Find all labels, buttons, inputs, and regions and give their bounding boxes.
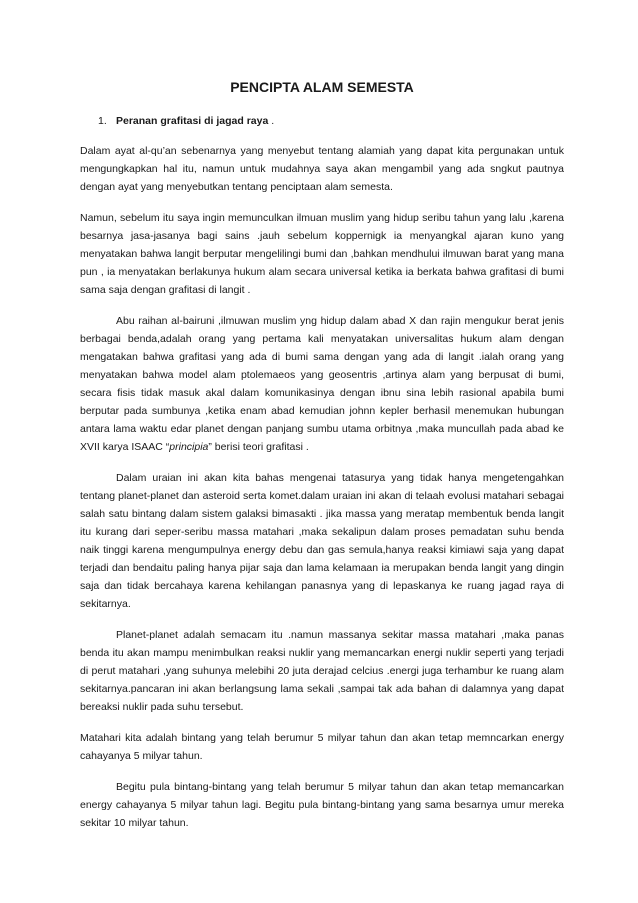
paragraph-1: Dalam ayat al-qu’an sebenarnya yang menyebut tentang alamiah yang dapat kita pergunakan untuk mengungkapkan hal itu, namun untuk mudahnya saya akan mengambil yang ada sngkut pautnya dengan ayat yang menyebutkan tentang penciptaan alam semesta. (80, 145, 564, 193)
section-heading-trailing: . (268, 115, 275, 127)
paragraph-3-main: Abu raihan al-bairuni ,ilmuwan muslim yng hidup dalam abad X dan rajin mengukur berat jenis berbagai benda,adalah orang yang pertama kali menyatakan universalitas hukum alam dengan mengatakan bahwa grafitasi yang ada di bumi sama dengan yang ada di langit .ialah orang yang menyatakan bahwa model alam ptolemaeos yang geosentris ,artinya alam yang berpusat di bumi, secara fisis tidak masuk akal dalam komunikasinya dengan ibnu sina lebih rasional apabila bumi berputar pada sumbunya ,ketika enam abad kemudian johnn kepler berhasil menemukan hubungan antara lama waktu edar planet dengan panjang sumbu utama orbitnya ,maka muncullah pada abad ke XVII karya ISAAC “ (80, 315, 564, 453)
section-number: 1. (98, 115, 107, 127)
document-title: PENCIPTA ALAM SEMESTA (230, 79, 414, 95)
document-page (80, 78, 564, 845)
paragraph-4: Dalam uraian ini akan kita bahas mengenai tatasurya yang tidak hanya mengetengahkan tentang planet-planet dan asteroid serta komet.dalam uraian ini akan di telaah evolusi matahari sebagai salah satu bintang dalam sistem galaksi bimasakti . jika massa yang meratap membentuk benda langit itu kurang dari seper-seribu massa matahari ,maka sekalipun dalam proses pemadatan suhu benda naik tinggi karena mengumpulnya energy debu dan gas semula,hanya reaksi kimiawi saja yang dapat terjadi dan bendaitu paling hanya pijar saja dan lama kelamaan ia merupakan benda langit yang dingin saja dan tidak bercahaya karena kehilangan panasnya yang di lepaskanya ke ruang jagad raya di sekitarnya. (80, 472, 564, 610)
paragraph-6: Matahari kita adalah bintang yang telah berumur 5 milyar tahun dan akan tetap memncarkan energy cahayanya 5 milyar tahun. (80, 732, 564, 762)
section-heading (98, 114, 564, 128)
paragraph-2: Namun, sebelum itu saya ingin memunculkan ilmuan muslim yang hidup seribu tahun yang lalu ,karena besarnya jasa-jasanya bagi sains .jauh sebelum koppernigk ia menyangkal ajaran kuno yang menyatakan bahwa langit berputar mengelilingi bumi dan ,bahkan mendhului ilmuwan barat yang mana pun , ia menyatakan berlakunya hukum alam secara universal ketika ia berkata bahwa grafitasi di bumi sama saja dengan grafitasi di langit . (80, 212, 564, 296)
paragraph-7: Begitu pula bintang-bintang yang telah berumur 5 milyar tahun dan akan tetap memancarkan energy cahayanya 5 milyar tahun lagi. Begitu pula bintang-bintang yang sama besarnya umur mereka sekitar 10 milyar tahun. (80, 781, 564, 829)
paragraph-5: Planet-planet adalah semacam itu .namun massanya sekitar massa matahari ,maka panas benda itu akan mampu menimbulkan reaksi nuklir yang memancarkan energi nuklir seperti yang terjadi di perut matahari ,yang suhunya melebihi 20 juta derajad celcius .energi juga terhambur ke ruang alam sekitarnya.pancaran ini akan berlangsung lama sekali ,sampai tak ada bahan di dalamnya yang dapat bereaksi nuklir pada suhu tersebut. (80, 629, 564, 713)
paragraph-3-tail: ” berisi teori grafitasi . (208, 441, 309, 453)
paragraph-3-italic-title: principia (169, 441, 209, 453)
paragraph-3 (80, 312, 564, 456)
section-heading-text: Peranan grafitasi di jagad raya (116, 115, 269, 127)
